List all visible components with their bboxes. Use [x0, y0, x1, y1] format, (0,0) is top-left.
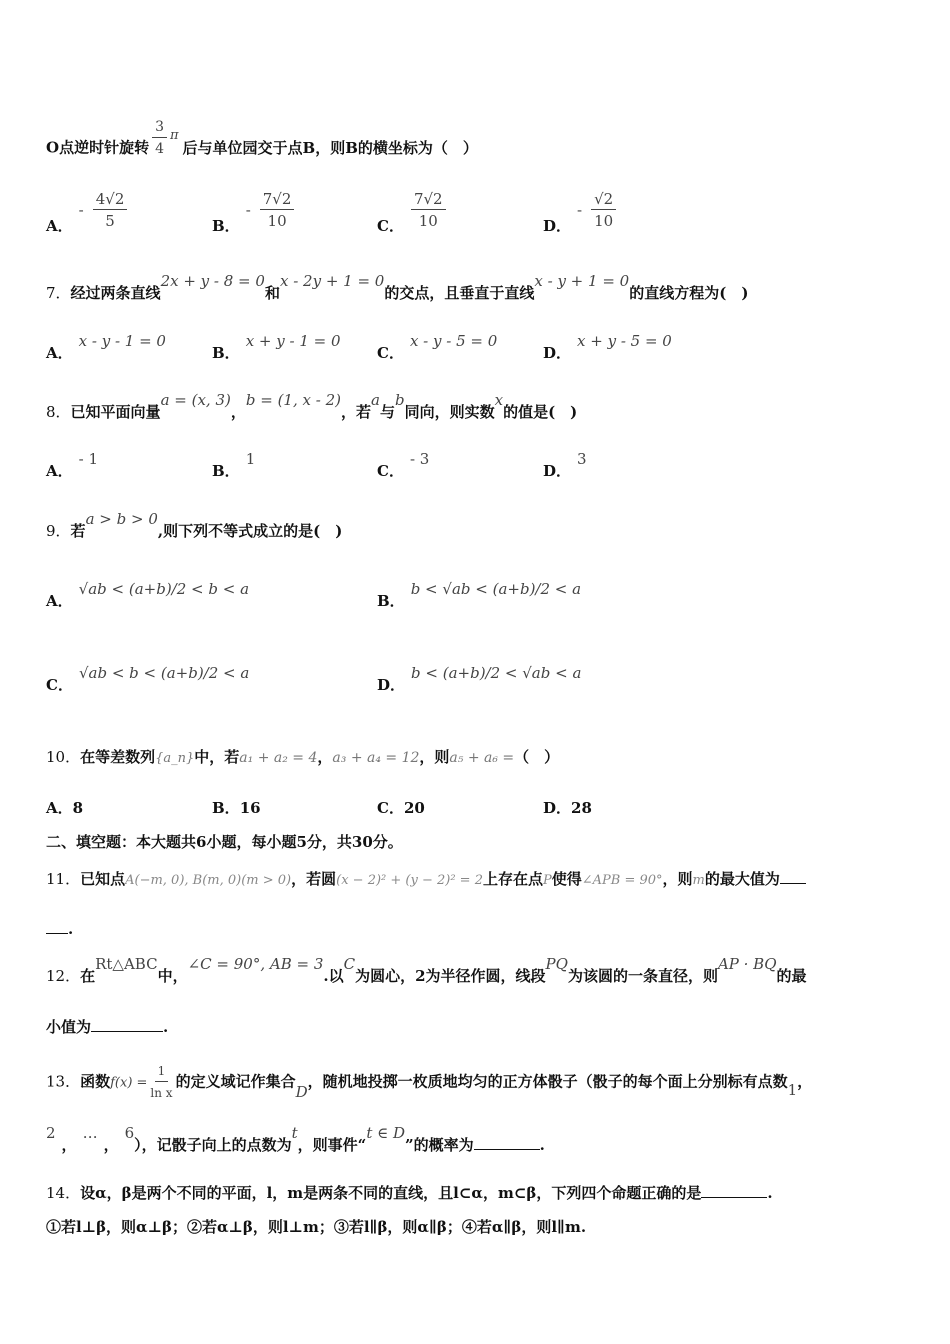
q13-function-lhs: f(x) = — [110, 1075, 148, 1091]
q10-eq2: a₃ + a₄ = 12 — [332, 750, 420, 766]
q12-text: 为该圆的一条直径，则 — [567, 967, 718, 985]
q12-pq: PQ — [545, 955, 568, 973]
option-value: b < (a+b)/2 < √ab < a — [411, 664, 582, 682]
q11-number: 11． — [46, 870, 81, 888]
q8-text: ，若 — [340, 403, 371, 421]
q13-text: ， — [103, 1136, 119, 1154]
option-frac — [260, 190, 295, 231]
q13-one: 1 — [787, 1080, 798, 1099]
q12-expression: AP · BQ — [717, 955, 777, 973]
option-label: A． — [46, 216, 73, 235]
q10-eq1: a₁ + a₂ = 4 — [239, 750, 318, 766]
option-frac — [411, 190, 446, 231]
q13-text: 的定义域记作集合 — [175, 1072, 296, 1091]
q11-text: 的最大值为 — [704, 870, 780, 888]
option-value: - 1 — [78, 450, 99, 468]
q10-stem: 10．在等差数列{a_n}中，若a₁ + a₂ = 4，a₃ + a₄ = 12，则a₅ + a₆ =（ ） — [46, 748, 560, 766]
q6-angle-frac — [152, 118, 167, 159]
option-label: D． — [543, 462, 572, 480]
q14-tail: . — [767, 1184, 773, 1202]
q13-function-frac — [150, 1062, 172, 1103]
option-label: D． — [543, 216, 572, 235]
option-value: x - y - 5 = 0 — [409, 332, 498, 350]
frac-den: 10 — [267, 212, 287, 230]
q6-angle-pi: π — [170, 127, 179, 143]
q8-number: 8． — [46, 403, 71, 421]
q10-option-c[interactable] — [377, 797, 425, 818]
q13-set-d: D — [295, 1082, 308, 1101]
q12-text: 的最 — [776, 967, 807, 985]
option-label: B． — [377, 592, 405, 610]
q7-eq2: x - 2y + 1 = 0 — [279, 272, 385, 290]
q11-angle: ∠APB = 90° — [581, 873, 663, 888]
q12-triangle: Rt△ABC — [95, 955, 158, 973]
option-label: B． — [212, 344, 240, 362]
q11-text: 已知点 — [80, 870, 126, 888]
q7-eq3: x - y + 1 = 0 — [534, 272, 630, 290]
q11-circle: (x − 2)² + (y − 2)² = 2 — [336, 873, 483, 888]
frac-num: 7√2 — [260, 190, 295, 210]
option-value: 20 — [403, 799, 425, 817]
option-value: x + y - 5 = 0 — [577, 332, 672, 350]
q7-stem — [46, 272, 749, 303]
q8-vector-b: b = (1, x - 2) — [245, 391, 341, 409]
q8-text: ， — [230, 403, 246, 421]
q8-option-c[interactable] — [377, 450, 430, 481]
option-label: B． — [212, 462, 240, 480]
q13-text: ”的概率为 — [405, 1136, 474, 1154]
q10-text: 中，若 — [194, 748, 240, 766]
q13-text: ），记骰子向上的点数为 — [134, 1136, 292, 1154]
q11-stem — [46, 868, 806, 889]
q8-option-b[interactable] — [212, 450, 256, 481]
option-label: A． — [46, 344, 73, 362]
q14-text: 设α，β是两个不同的平面，l，m是两条不同的直线，且l⊂α，m⊂β，下列四个命题正确的是 — [80, 1184, 702, 1202]
option-label: C． — [46, 676, 73, 694]
q9-option-d[interactable] — [377, 664, 582, 695]
q12-text: 中， — [157, 967, 188, 985]
q13-six: 6 — [124, 1124, 135, 1142]
q13-answer-blank[interactable] — [474, 1149, 540, 1150]
option-value: 16 — [239, 799, 261, 817]
q14-propositions: ①若l⊥β，则α⊥β；②若α⊥β，则l⊥m；③若l∥β，则α∥β；④若α∥β，则l∥m. — [46, 1218, 587, 1236]
option-label: B． — [212, 799, 240, 817]
option-frac — [591, 190, 616, 231]
option-value: b < √ab < (a+b)/2 < a — [410, 580, 582, 598]
q8-b: b — [394, 391, 405, 409]
frac-den: ln x — [150, 1086, 173, 1100]
q12-stem — [46, 955, 807, 986]
q6-option-c[interactable] — [377, 190, 449, 235]
option-label: B． — [212, 216, 240, 235]
q14-answer-blank[interactable] — [701, 1197, 767, 1198]
option-value: 1 — [245, 450, 256, 468]
q8-vector-a: a = (x, 3) — [160, 391, 231, 409]
q7-option-c[interactable] — [377, 332, 498, 363]
option-label: D． — [377, 676, 406, 694]
option-value: - 3 — [409, 450, 430, 468]
q11-answer-blank[interactable] — [780, 883, 806, 884]
q7-text: 的交点，且垂直于直线 — [384, 284, 535, 302]
q6-angle-num: 3 — [152, 118, 167, 138]
q12-tail: . — [163, 1018, 169, 1036]
option-label: A． — [46, 462, 73, 480]
q13-t: t — [291, 1124, 298, 1142]
q11-stem-cont — [46, 920, 73, 938]
q13-number: 13． — [46, 1072, 81, 1091]
q11-text: ，若圆 — [291, 870, 337, 888]
q14-number: 14． — [46, 1184, 81, 1202]
q13-stem — [46, 1062, 812, 1103]
option-sign: - — [78, 200, 84, 219]
option-label: D． — [543, 344, 572, 362]
option-label: C． — [377, 344, 404, 362]
q7-text: 的直线方程为( ) — [629, 284, 749, 302]
q9-stem — [46, 510, 343, 541]
q6-stem — [46, 119, 478, 169]
q8-a: a — [371, 391, 380, 409]
q7-text: 经过两条直线 — [70, 284, 161, 302]
q8-option-d[interactable] — [543, 450, 587, 481]
q9-option-c[interactable] — [46, 664, 250, 695]
q11-tail: . — [68, 920, 74, 938]
q10-text: ，则 — [419, 748, 450, 766]
option-value: 8 — [72, 799, 84, 817]
q8-text: 已知平面向量 — [70, 403, 161, 421]
q11-text: 使得 — [551, 870, 582, 888]
option-value: 3 — [577, 450, 587, 468]
option-sign: - — [577, 200, 583, 219]
q12-c: C — [343, 955, 356, 973]
q13-stem-cont — [46, 1124, 545, 1155]
q11-text: ，则 — [662, 870, 693, 888]
q10-option-d[interactable] — [543, 797, 592, 818]
q10-option-b[interactable] — [212, 797, 261, 818]
q7-eq1: 2x + y - 8 = 0 — [160, 272, 265, 290]
q6-option-a[interactable] — [46, 190, 130, 235]
frac-num: 7√2 — [411, 190, 446, 210]
q8-text: 的值是( ) — [503, 403, 578, 421]
q12-stem-cont — [46, 1016, 168, 1037]
option-label: A． — [46, 592, 73, 610]
option-label: C． — [377, 799, 404, 817]
q8-x: x — [494, 391, 504, 409]
q10-text: （ ） — [514, 748, 560, 766]
frac-den: 10 — [594, 212, 614, 230]
q11-m: m — [692, 873, 705, 888]
frac-num: √2 — [591, 190, 616, 210]
q13-text: ， — [61, 1136, 77, 1154]
q13-text: ，随机地投掷一枚质地均匀的正方体骰子（骰子的每个面上分别标有点数 — [307, 1072, 788, 1091]
option-value: x - y - 1 = 0 — [78, 332, 166, 350]
q13-two: 2 — [46, 1124, 56, 1142]
q7-option-b[interactable] — [212, 332, 341, 363]
q8-stem — [46, 391, 578, 422]
q12-text: 为圆心，2为半径作圆，线段 — [355, 967, 546, 985]
q7-option-a[interactable] — [46, 332, 166, 363]
q7-number: 7． — [46, 284, 71, 302]
frac-den: 5 — [105, 212, 115, 230]
q13-dots: … — [82, 1124, 98, 1142]
q13-text: 函数 — [80, 1072, 111, 1091]
q9-option-b[interactable] — [377, 580, 582, 611]
q11-answer-blank-cont[interactable] — [46, 933, 68, 934]
q6-line: O点逆时针旋转 — [46, 138, 150, 157]
frac-num: 4√2 — [93, 190, 128, 210]
q9-text: ,则下列不等式成立的是( ) — [157, 522, 343, 540]
q9-text: 若 — [70, 522, 86, 540]
section-heading: 二、填空题：本大题共6小题，每小题5分，共30分。 — [46, 833, 403, 851]
q9-number: 9． — [46, 522, 71, 540]
option-value: x + y - 1 = 0 — [245, 332, 341, 350]
q14-stem — [46, 1182, 773, 1203]
q11-text: 上存在点 — [482, 870, 543, 888]
q7-option-d[interactable] — [543, 332, 672, 363]
option-value: 28 — [571, 799, 592, 817]
q10-number: 10． — [46, 748, 81, 766]
q10-ask: a₅ + a₆ = — [449, 750, 515, 766]
q6-option-d[interactable] — [543, 190, 619, 235]
option-label: A． — [46, 799, 73, 817]
q12-text: 小值为 — [46, 1018, 92, 1036]
q13-text: ，则事件“ — [297, 1136, 367, 1154]
option-sign: - — [245, 200, 251, 219]
q13-tail: . — [539, 1136, 545, 1154]
q11-p: P — [542, 873, 552, 888]
q9-option-a[interactable] — [46, 580, 250, 611]
q10-sequence: {a_n} — [155, 751, 195, 766]
q12-number: 12． — [46, 967, 81, 985]
frac-den: 10 — [418, 212, 438, 230]
q13-text: ， — [797, 1072, 813, 1091]
q13-event: t ∈ D — [366, 1124, 406, 1142]
q12-text: 在 — [80, 967, 96, 985]
q7-text: 和 — [264, 284, 280, 302]
q12-text: .以 — [323, 967, 344, 985]
q8-option-a[interactable] — [46, 450, 99, 481]
q11-points: A(−m, 0), B(m, 0)(m > 0) — [125, 873, 292, 888]
q8-text: 与 — [379, 403, 395, 421]
option-frac — [93, 190, 128, 231]
q8-text: 同向，则实数 — [404, 403, 495, 421]
q10-option-a[interactable] — [46, 797, 83, 818]
q6-rest: 后与单位园交于点B，则B的横坐标为（ ） — [182, 138, 478, 157]
q12-answer-blank[interactable] — [91, 1031, 163, 1032]
q12-condition: ∠C = 90°, AB = 3 — [187, 955, 324, 973]
option-label: C． — [377, 216, 404, 235]
option-label: D． — [543, 799, 572, 817]
option-value: √ab < b < (a+b)/2 < a — [78, 664, 250, 682]
frac-num: 1 — [155, 1062, 169, 1082]
option-label: C． — [377, 462, 404, 480]
q10-text: 在等差数列 — [80, 748, 156, 766]
q9-condition: a > b > 0 — [85, 510, 158, 528]
option-value: √ab < (a+b)/2 < b < a — [78, 580, 250, 598]
q6-angle-den: 4 — [155, 141, 164, 157]
q6-option-b[interactable] — [212, 190, 297, 235]
